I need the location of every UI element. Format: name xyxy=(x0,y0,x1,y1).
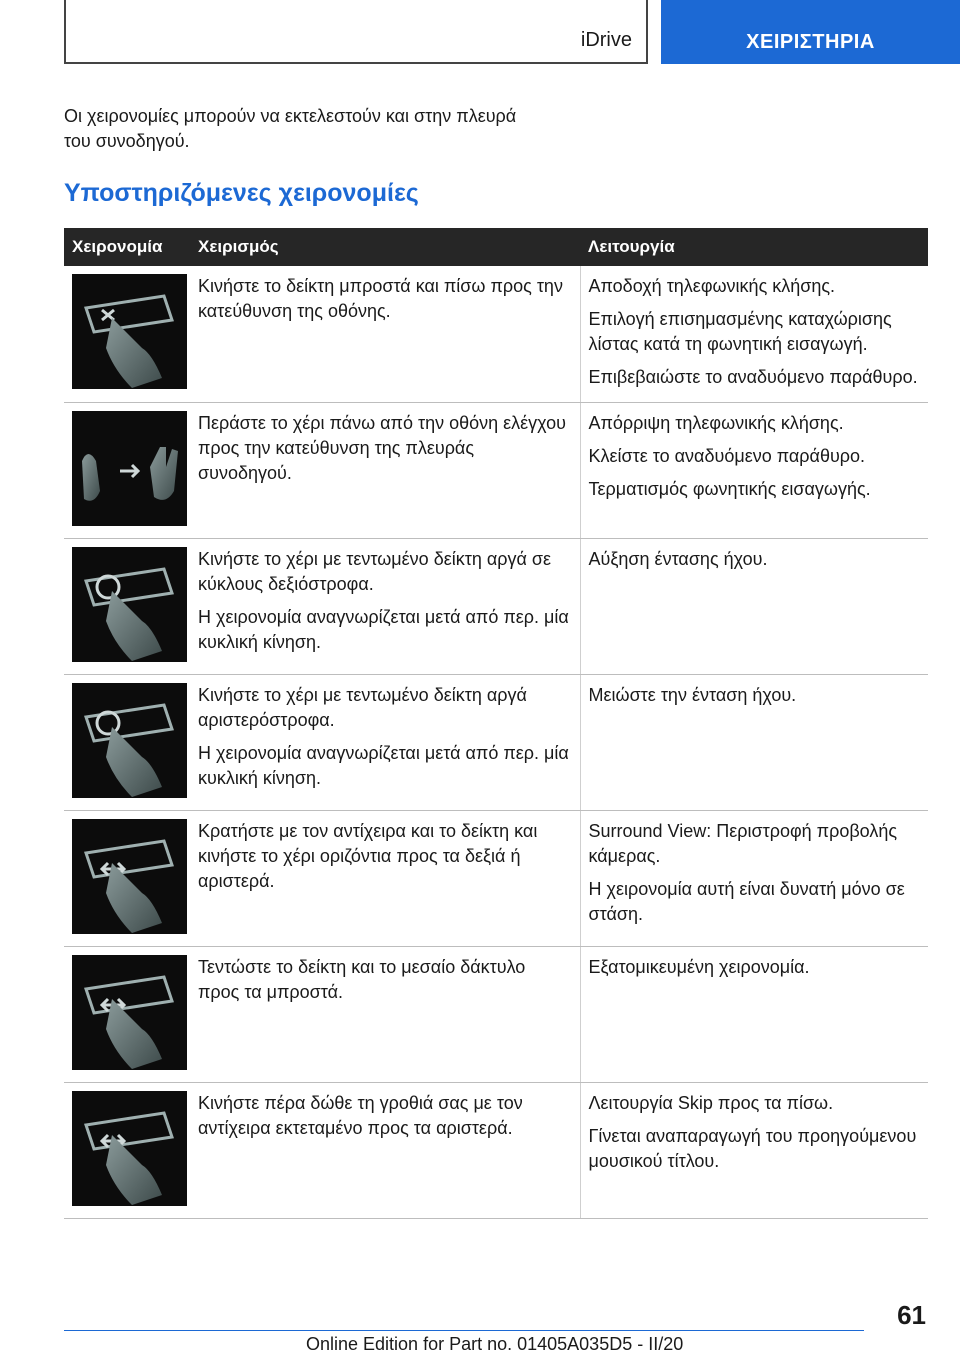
operation-text: Τεντώστε το δείκτη και το μεσαίο δάκτυλο προς τα μπροστά. xyxy=(198,956,526,1002)
function-cell xyxy=(580,946,928,1082)
operation-cell xyxy=(190,674,580,810)
gesture-image-cell xyxy=(64,538,190,674)
operation-cell xyxy=(190,810,580,946)
function-cell xyxy=(580,674,928,810)
operation-cell xyxy=(190,266,580,402)
function-text: Αποδοχή τηλεφωνικής κλήσης. xyxy=(588,276,836,296)
function-cell xyxy=(580,810,928,946)
function-text: Η χειρονομία αυτή είναι δυνατή μόνο σε στάση. xyxy=(588,878,905,924)
table-row xyxy=(64,946,928,1082)
function-text: Επιβεβαιώστε το αναδυόμενο παράθυρο. xyxy=(588,367,918,387)
column-header-function: Λειτουργία xyxy=(580,228,928,266)
function-text: Αύξηση έντασης ήχου. xyxy=(588,548,768,569)
operation-text: Κινήστε το χέρι με τεντωμένο δείκτη αργά σε κύκλους δεξιόστροφα. xyxy=(198,548,552,594)
operation-cell xyxy=(190,1082,580,1218)
header-chapter-label: ΧΕΙΡΙΣΤΗΡΙΑ xyxy=(746,31,875,53)
table-row xyxy=(64,810,928,946)
footer-edition: Online Edition for Part no. 01405A035D5 - II/20 xyxy=(306,1334,684,1354)
gesture-image-cell xyxy=(64,810,190,946)
operation-cell xyxy=(190,538,580,674)
header-section-label: iDrive xyxy=(580,29,632,51)
footer-rule xyxy=(64,1330,864,1331)
operation-text: Περάστε το χέρι πάνω από την οθόνη ελέγχου προς την κατεύθυνση της πλευράς συνοδηγού. xyxy=(198,412,566,483)
circle-clockwise-gesture-icon xyxy=(72,547,187,662)
gesture-image-cell xyxy=(64,1082,190,1218)
function-text: Μειώστε την ένταση ήχου. xyxy=(588,684,797,705)
gesture-image-cell xyxy=(64,674,190,810)
column-header-operation: Χειρισμός xyxy=(190,228,580,266)
intro-paragraph: Οι χειρονομίες μπορούν να εκτελεστούν και στην πλευρά του συνοδηγού. xyxy=(64,106,517,151)
fist-thumb-swipe-gesture-icon xyxy=(72,1091,187,1206)
table-row xyxy=(64,402,928,538)
table-row xyxy=(64,1082,928,1218)
operation-cell xyxy=(190,402,580,538)
table-row xyxy=(64,266,928,402)
circle-counterclockwise-gesture-icon xyxy=(72,683,187,798)
two-finger-point-gesture-icon xyxy=(72,955,187,1070)
gesture-image-cell xyxy=(64,946,190,1082)
function-cell xyxy=(580,266,928,402)
column-header-gesture: Χειρονομία xyxy=(64,228,190,266)
gesture-image-cell xyxy=(64,266,190,402)
header-section-box xyxy=(64,0,648,64)
page-number: 61 xyxy=(897,1300,926,1330)
function-text: Τερματισμός φωνητικής εισαγωγής. xyxy=(588,478,871,499)
gesture-image-cell xyxy=(64,402,190,538)
operation-text: Κρατήστε με τον αντίχειρα και το δείκτη και κινήστε το χέρι οριζόντια προς τα δεξιά ή αριστερά. xyxy=(198,820,538,891)
function-text: Γίνεται αναπαραγωγή του προηγούμενου μουσικού τίτλου. xyxy=(588,1125,917,1171)
function-text: Surround View: Περιστροφή προβολής κάμερας. xyxy=(588,820,898,866)
function-text: Λειτουργία Skip προς τα πίσω. xyxy=(588,1092,834,1113)
table-header-row xyxy=(64,228,928,266)
gestures-table xyxy=(64,228,928,1219)
operation-cell xyxy=(190,946,580,1082)
section-title: Υποστηριζόμενες χειρονομίες xyxy=(64,179,419,207)
point-forward-back-gesture-icon xyxy=(72,274,187,389)
function-cell xyxy=(580,538,928,674)
function-text: Κλείστε το αναδυόμενο παράθυρο. xyxy=(588,445,866,466)
function-cell xyxy=(580,402,928,538)
function-text: Επιλογή επισημασμένης καταχώρισης λίστας κατά τη φωνητική εισαγωγή. xyxy=(588,309,892,354)
function-cell xyxy=(580,1082,928,1218)
header-chapter-box xyxy=(661,0,960,64)
table-row xyxy=(64,538,928,674)
operation-text: Η χειρονομία αναγνωρίζεται μετά από περ. μία κυκλική κίνηση. xyxy=(198,606,569,652)
pinch-horizontal-gesture-icon xyxy=(72,819,187,934)
swipe-hand-gesture-icon xyxy=(72,411,187,526)
function-text: Εξατομικευμένη χειρονομία. xyxy=(588,956,810,977)
operation-text: Κινήστε πέρα δώθε τη γροθιά σας με τον αντίχειρα εκτεταμένο προς τα αριστερά. xyxy=(198,1092,523,1138)
operation-text: Κινήστε το χέρι με τεντωμένο δείκτη αργά αριστερόστροφα. xyxy=(198,684,527,730)
function-text: Απόρριψη τηλεφωνικής κλήσης. xyxy=(588,412,844,433)
operation-text: Η χειρονομία αναγνωρίζεται μετά από περ. μία κυκλική κίνηση. xyxy=(198,742,569,788)
table-row xyxy=(64,674,928,810)
operation-text: Κινήστε το δείκτη μπροστά και πίσω προς την κατεύθυνση της οθόνης. xyxy=(198,276,563,321)
